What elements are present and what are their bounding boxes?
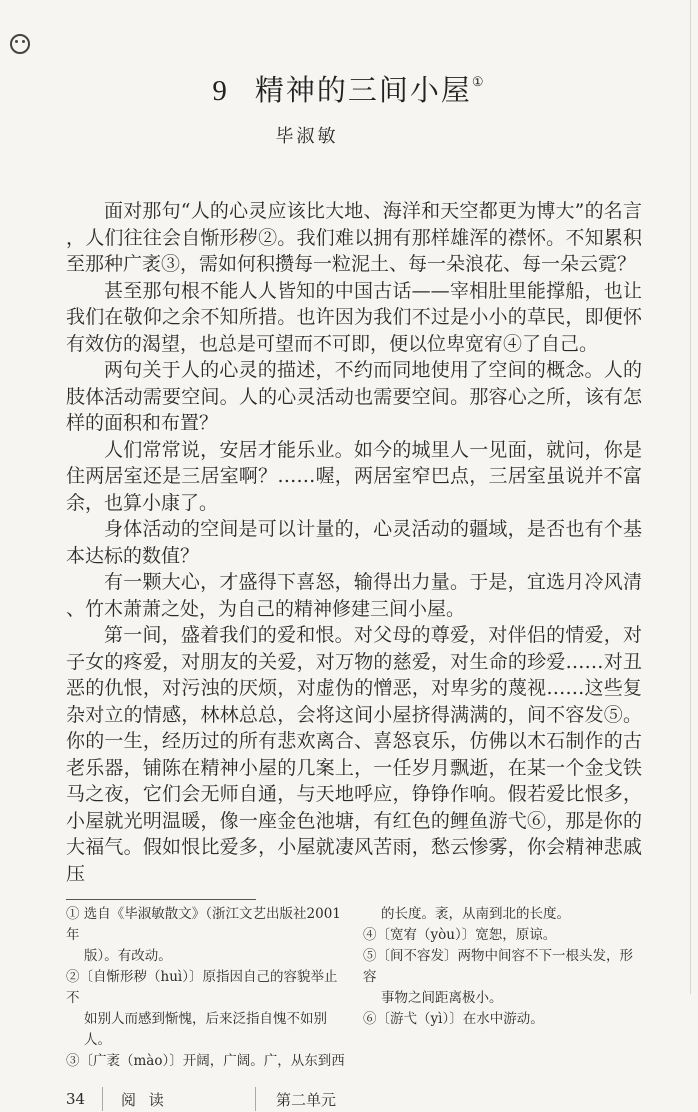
title-footnote-mark: ①	[471, 75, 486, 90]
paragraph	[66, 437, 642, 517]
author: 毕淑敏	[275, 126, 339, 147]
footnotes-left	[66, 904, 345, 1072]
footnote-line: 事物之间距离极小。	[381, 990, 503, 1006]
paragraph	[66, 278, 642, 358]
footnote-line: ④〔宽宥（yòu）〕宽恕，原谅。	[363, 927, 557, 943]
paragraph-line: 总是可望而不可即，便以位卑宽宥④了自己。	[218, 332, 599, 355]
page-content	[66, 198, 642, 1112]
footnotes	[66, 904, 642, 1072]
smiley-icon	[10, 34, 30, 54]
footnote-rule	[66, 899, 256, 900]
paragraph-line: 喜怒哀乐，仿佛以木石制作的古老乐器，铺陈在精神小屋的几案上，一任岁月	[66, 730, 642, 779]
paragraph-line: 甚至那句根不能人人皆知的中国古话——宰相肚里能撑船，也让我们在敬	[66, 279, 642, 328]
paragraph	[66, 622, 642, 887]
paragraph-line: 爱，对朋友的关爱，对万物的慈爱，对生命的珍爱……对丑恶的仇恨，对污浊	[66, 650, 642, 699]
paragraph-line: 有一颗大心，才盛得下喜怒，输得出力量。于是，宜选月冷风清、竹木萧	[66, 571, 642, 620]
paragraph	[66, 569, 642, 622]
footnote-line: ⑤〔间不容发〕两物中间容不下一根头发，形容	[363, 948, 633, 985]
paragraph	[66, 357, 642, 437]
paragraph-line: 面对那句“人的心灵应该比大地、海洋和天空都更为博大”的名言，人	[66, 200, 642, 249]
footnote-line: ②〔自惭形秽（huì）〕原指因自己的容貌举止不	[66, 969, 338, 1006]
page-number: 34	[66, 1090, 86, 1108]
paragraph-line: 需要空间。人的心灵活动也需要空间。那容心之所，该有怎样的面积和布置？	[66, 385, 642, 434]
footnote-line: 的长度。袤，从南到北的长度。	[381, 906, 570, 922]
footnote-line: 版）。有改动。	[84, 948, 172, 964]
paragraph-line: 人们常常说，安居才能乐业。如今的城里人一见面，就问，你是住两居室	[66, 438, 642, 487]
article-body	[66, 198, 642, 887]
footnote-line: ① 选自《毕淑敏散文》（浙江文艺出版社2001年	[66, 906, 341, 943]
paragraph-line: 你的大福气。假如恨比爱多，小屋就凄风苦雨，愁云惨雾，你会精神悲戚压	[66, 809, 642, 885]
page-footer	[66, 1086, 642, 1112]
paragraph-line: 若爱比恨多，小屋就光明温暖，像一座金色池塘，有红色的鲤鱼游弋⑥，那是	[66, 783, 642, 832]
paragraph-line: 的厌烦，对虚伪的憎恶，对卑劣的蔑视……这些复杂对立的情感，林林总总，	[66, 677, 642, 726]
paragraph-line: 们往往会自惭形秽②。我们难以拥有那样雄浑的襟怀。不知累积至那种广袤③，	[66, 226, 642, 275]
footer-unit: 第二单元	[276, 1090, 337, 1109]
footnotes-right	[363, 904, 642, 1072]
footnote-line: ⑥〔游弋（yì）〕在水中游动。	[363, 1011, 544, 1027]
paragraph-line: 会将这间小屋挤得满满的，间不容发⑤。你的一生，经历过的所有悲欢离合、	[66, 703, 642, 752]
paragraph	[66, 198, 642, 278]
page-edge	[690, 0, 691, 994]
paragraph-line: 第一间，盛着我们的爱和恨。对父母的尊爱，对伴侣的情爱，对子女的疼	[66, 624, 642, 673]
footer-section: 阅 读	[121, 1090, 168, 1109]
paragraph-line: 还是三居室啊？……喔，两居室窄巴点，三居室虽说并不富余，也算小康了。	[66, 465, 642, 514]
paragraph-line: 身体活动的空间是可以计量的，心灵活动的疆域，是否也有个基本达标的	[66, 518, 642, 567]
footnote-line: ③〔广袤（mào）〕开阔，广阔。广，从东到西	[66, 1053, 345, 1069]
paragraph-line: 数值？	[142, 544, 200, 567]
paragraph-line: 两句关于人的心灵的描述，不约而同地使用了空间的概念。人的肢体活动	[66, 359, 642, 408]
footnote-line: 如别人而感到惭愧，后来泛指自愧不如别人。	[84, 1011, 327, 1048]
paragraph-line: 需如何积攒每一粒泥土、每一朵浪花、每一朵云霓？	[199, 253, 637, 275]
paragraph-line: 飘逝，在某一个金戈铁马之夜，它们会无师自通，与天地呼应，铮铮作响。假	[66, 756, 642, 805]
paragraph	[66, 516, 642, 569]
lesson-title: 精神的三间小屋	[254, 73, 472, 107]
paragraph-line: 仰之余不知所措。也许因为我们不过是小小的草民，即便怀有效仿的渴望，也	[66, 306, 642, 355]
paragraph-line: 萧之处，为自己的精神修建三间小屋。	[142, 597, 466, 620]
lesson-number: 9	[212, 75, 229, 107]
page-title	[0, 68, 698, 109]
